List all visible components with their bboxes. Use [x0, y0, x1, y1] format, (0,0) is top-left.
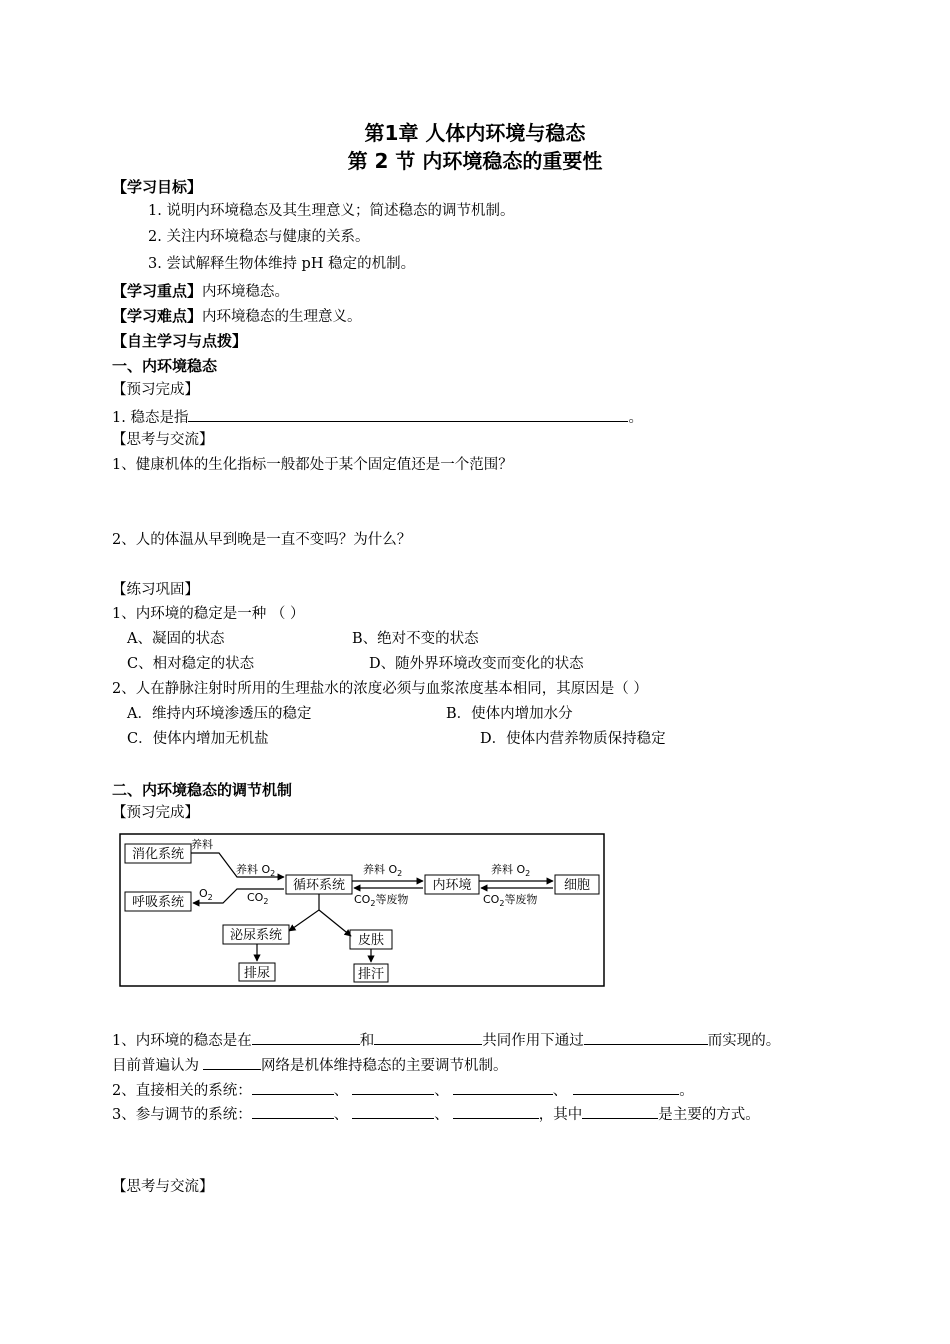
co2-waste-text: $CO_2$等废物	[483, 893, 538, 908]
q3-text: ，其中	[538, 1107, 583, 1123]
digestive-label: 消化系统	[131, 847, 185, 862]
q3-text: 是主要的方式。	[658, 1107, 760, 1123]
q3-label: 3、参与调节的系统：	[112, 1107, 252, 1123]
sweat-label: 排汗	[357, 967, 385, 982]
option-b[interactable]: B、绝对不变的状态	[352, 631, 479, 647]
answer-blank[interactable]	[252, 1105, 334, 1119]
separator: 、	[333, 1083, 349, 1099]
separator: 。	[679, 1083, 694, 1099]
co2-waste-text: $CO_2$等废物	[354, 893, 409, 908]
answer-blank[interactable]	[453, 1081, 553, 1095]
nutrient-o2-text: 养料 $O_2$	[491, 863, 531, 878]
objectives-heading: 【学习目标】	[112, 178, 203, 196]
difficulty-text: 内环境稳态的生理意义。	[202, 309, 362, 325]
option-a[interactable]: A．维持内环境渗透压的稳定	[127, 706, 312, 722]
separator: 、	[333, 1107, 349, 1123]
separator: 、	[552, 1083, 568, 1099]
answer-blank[interactable]	[352, 1105, 434, 1119]
part1-think-label: 【思考与交流】	[112, 432, 214, 448]
difficulty-label: 【学习难点】	[112, 307, 203, 325]
option-c[interactable]: C、相对稳定的状态	[127, 656, 255, 672]
part2-q1-line2	[112, 1056, 508, 1075]
focus-text: 内环境稳态。	[202, 284, 290, 300]
chapter-title: 第1章 人体内环境与稳态	[364, 121, 586, 145]
q1-text: 目前普遍认为	[112, 1058, 199, 1074]
nutrient-o2-text: 养料 $O_2$	[363, 863, 403, 878]
urine-label: 排尿	[243, 966, 271, 981]
q1-suffix: 。	[628, 410, 643, 426]
q1-prefix: 1. 稳态是指	[112, 410, 189, 426]
separator: 、	[434, 1083, 449, 1099]
section-title: 第 2 节 内环境稳态的重要性	[347, 149, 603, 173]
part2-q3	[112, 1105, 760, 1124]
answer-blank[interactable]	[573, 1081, 679, 1095]
skin-label: 皮肤	[357, 933, 385, 948]
think-question-1: 1、健康机体的生化指标一般都处于某个固定值还是一个范围？	[112, 457, 513, 473]
circulatory-label: 循环系统	[292, 878, 346, 893]
practice-q1: 1、内环境的稳定是一种 （ ）	[112, 606, 305, 622]
part1-heading: 一、内环境稳态	[112, 357, 218, 375]
cell-label: 细胞	[563, 878, 591, 893]
answer-blank[interactable]	[352, 1081, 434, 1095]
answer-blank[interactable]	[453, 1105, 539, 1119]
objective-item: 2. 关注内环境稳态与健康的关系。	[148, 229, 370, 245]
part2-think-label: 【思考与交流】	[112, 1179, 214, 1195]
q2-label: 2、直接相关的系统：	[112, 1083, 252, 1099]
practice-label: 【练习巩固】	[112, 582, 199, 598]
q1-text: 共同作用下通过	[482, 1033, 584, 1049]
q1-text: 和	[359, 1033, 375, 1049]
respiratory-label: 呼吸系统	[131, 895, 185, 910]
nutrient-o2-text: 养料 $O_2$	[236, 863, 276, 878]
answer-blank[interactable]	[188, 408, 628, 422]
answer-blank[interactable]	[584, 1031, 708, 1045]
option-a[interactable]: A、凝固的状态	[127, 631, 225, 647]
objective-item: 1. 说明内环境稳态及其生理意义；简述稳态的调节机制。	[148, 203, 515, 219]
internal-env-label: 内环境	[432, 878, 472, 893]
answer-blank[interactable]	[203, 1056, 261, 1070]
diagram-frame	[120, 834, 604, 986]
focus-line	[112, 283, 289, 301]
part2-q2	[112, 1081, 694, 1100]
focus-label: 【学习重点】	[112, 282, 203, 300]
part2-preview-label: 【预习完成】	[112, 805, 199, 821]
self-study-heading: 【自主学习与点拨】	[112, 332, 248, 350]
answer-blank[interactable]	[252, 1081, 334, 1095]
q1-text: 而实现的。	[707, 1033, 781, 1049]
separator: 、	[434, 1107, 449, 1123]
q1-text: 1、内环境的稳态是在	[112, 1033, 252, 1049]
part2-q1-line1	[112, 1031, 780, 1050]
objective-item: 3. 尝试解释生物体维持 pH 稳定的机制。	[148, 256, 416, 272]
co2-text: $CO_2$	[247, 891, 269, 906]
urinary-label: 泌尿系统	[229, 928, 283, 943]
part2-heading: 二、内环境稳态的调节机制	[112, 781, 293, 799]
think-question-2: 2、人的体温从早到晚是一直不变吗？为什么？	[112, 532, 412, 548]
o2-text: $O_2$	[199, 887, 213, 902]
difficulty-line	[112, 308, 362, 326]
answer-blank[interactable]	[582, 1105, 658, 1119]
option-d[interactable]: D、随外界环境改变而变化的状态	[369, 656, 584, 672]
option-d[interactable]: D．使体内营养物质保持稳定	[480, 731, 666, 747]
answer-blank[interactable]	[374, 1031, 482, 1045]
part1-preview-label: 【预习完成】	[112, 382, 199, 398]
q1-text: 网络是机体维持稳态的主要调节机制。	[261, 1058, 508, 1074]
answer-blank[interactable]	[252, 1031, 360, 1045]
practice-q2: 2、人在静脉注射时所用的生理盐水的浓度必须与血浆浓度基本相同，其原因是（ ）	[112, 681, 648, 697]
part1-q1	[112, 408, 643, 427]
regulation-diagram	[119, 833, 605, 987]
option-c[interactable]: C．使体内增加无机盐	[127, 731, 269, 747]
nutrient-text: 养料	[191, 838, 213, 851]
option-b[interactable]: B．使体内增加水分	[446, 706, 573, 722]
